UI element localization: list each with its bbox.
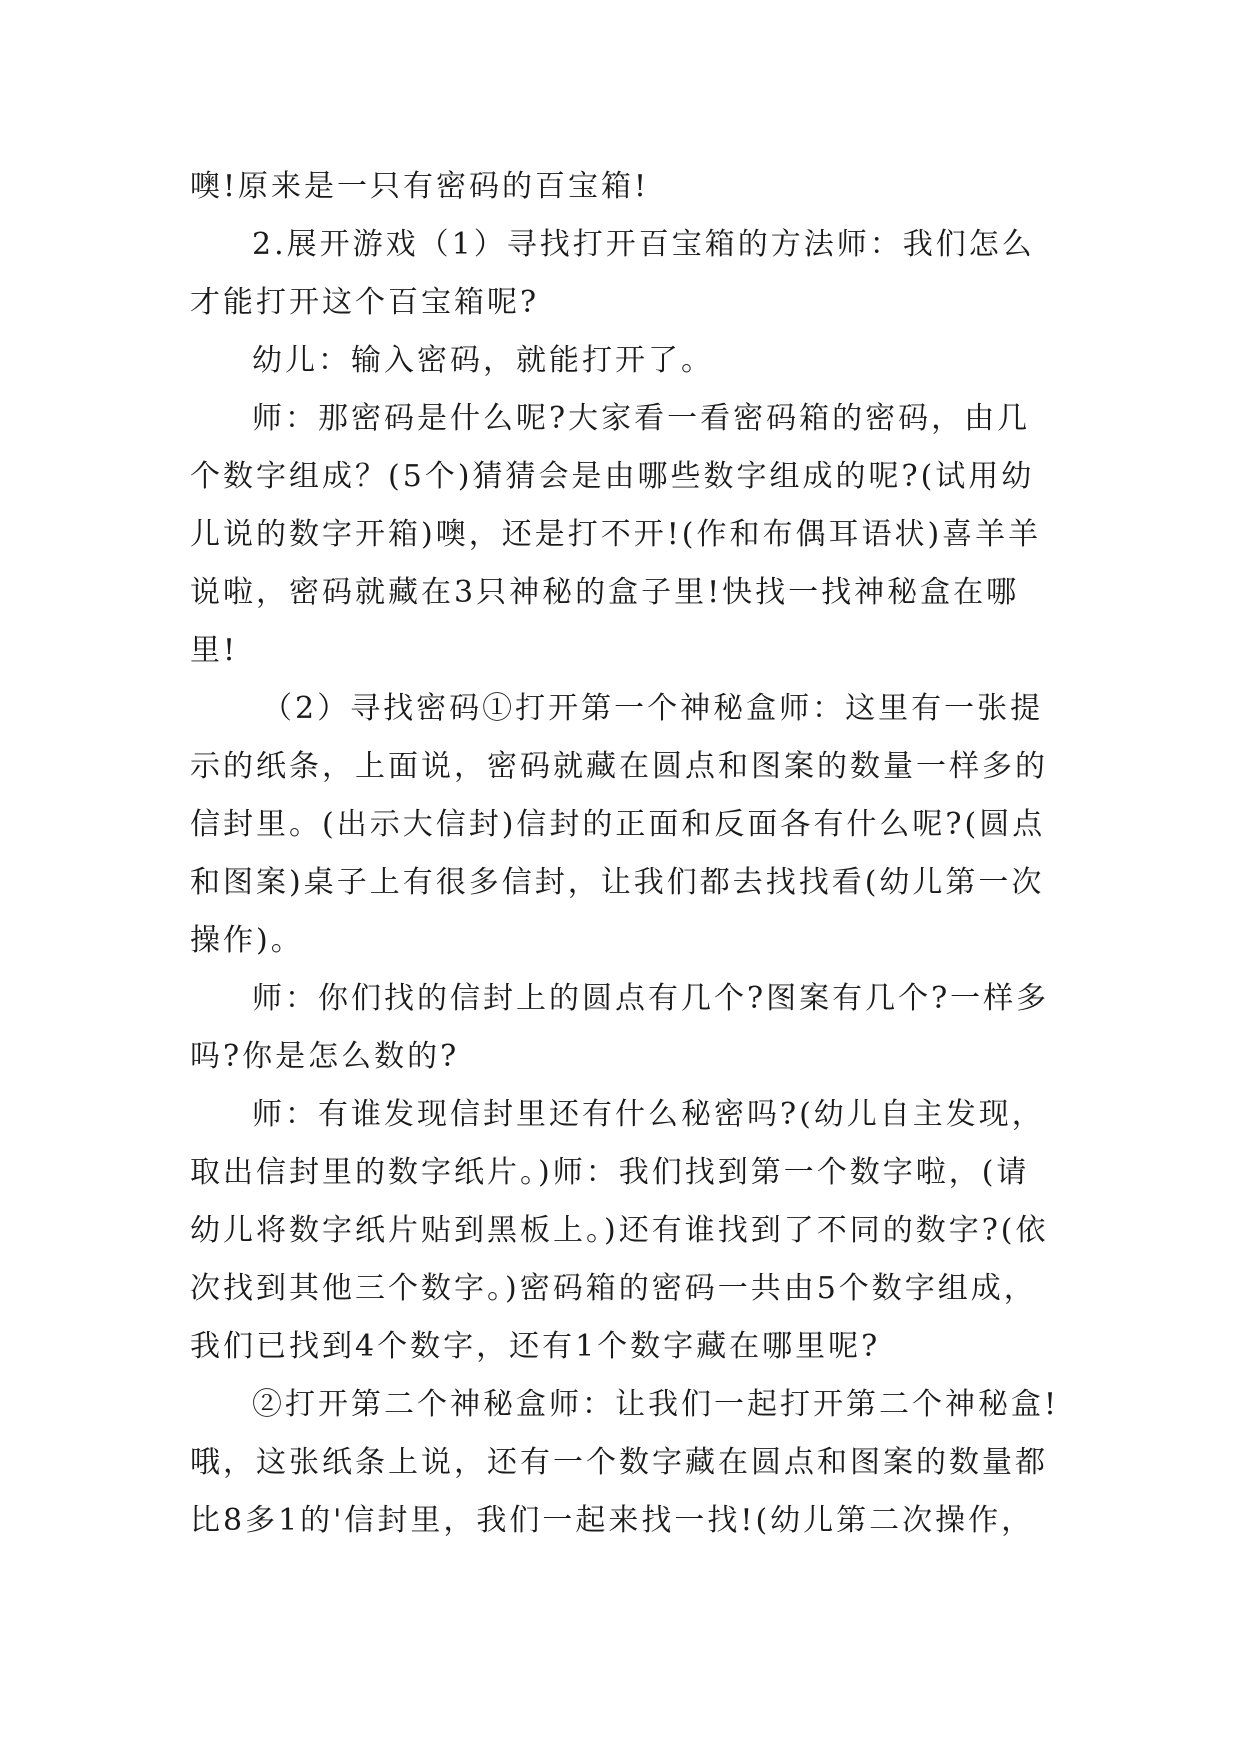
paragraph-1: 噢!原来是一只有密码的百宝箱! bbox=[190, 169, 650, 204]
document-body bbox=[190, 158, 1060, 1550]
paragraph-8: ②打开第二个神秘盒师：让我们一起打开第二个神秘盒!哦，这张纸条上说，还有一个数字藏在圆点和图案的数量都比8多1的'信封里，我们一起来找一找!(幼儿第二次操作， bbox=[190, 1387, 1060, 1538]
paragraph-2: 2.展开游戏（1）寻找打开百宝箱的方法师：我们怎么才能打开这个百宝箱呢? bbox=[190, 227, 1035, 320]
paragraph-3: 幼儿：输入密码，就能打开了。 bbox=[252, 343, 714, 378]
paragraph-4: 师：那密码是什么呢?大家看一看密码箱的密码，由几个数字组成？(5个)猜猜会是由哪些数字组成的呢?(试用幼儿说的数字开箱)噢，还是打不开!(作和布偶耳语状)喜羊羊说啦，密码就藏在3只神秘的盒子里!快找一找神秘盒在哪里! bbox=[190, 401, 1042, 668]
paragraph-6: 师：你们找的信封上的圆点有几个?图案有几个?一样多吗?你是怎么数的? bbox=[190, 981, 1050, 1074]
paragraph-7: 师：有谁发现信封里还有什么秘密吗?(幼儿自主发现，取出信封里的数字纸片。)师：我们找到第一个数字啦，(请幼儿将数字纸片贴到黑板上。)还有谁找到了不同的数字?(依次找到其他三个数字。)密码箱的密码一共由5个数字组成，我们已找到4个数字，还有1个数字藏在哪里呢? bbox=[190, 1097, 1049, 1364]
paragraph-5: （2）寻找密码①打开第一个神秘盒师：这里有一张提示的纸条，上面说，密码就藏在圆点和图案的数量一样多的信封里。(出示大信封)信封的正面和反面各有什么呢?(圆点和图案)桌子上有很多信封，让我们都去找找看(幼儿第一次操作)。 bbox=[190, 691, 1048, 958]
